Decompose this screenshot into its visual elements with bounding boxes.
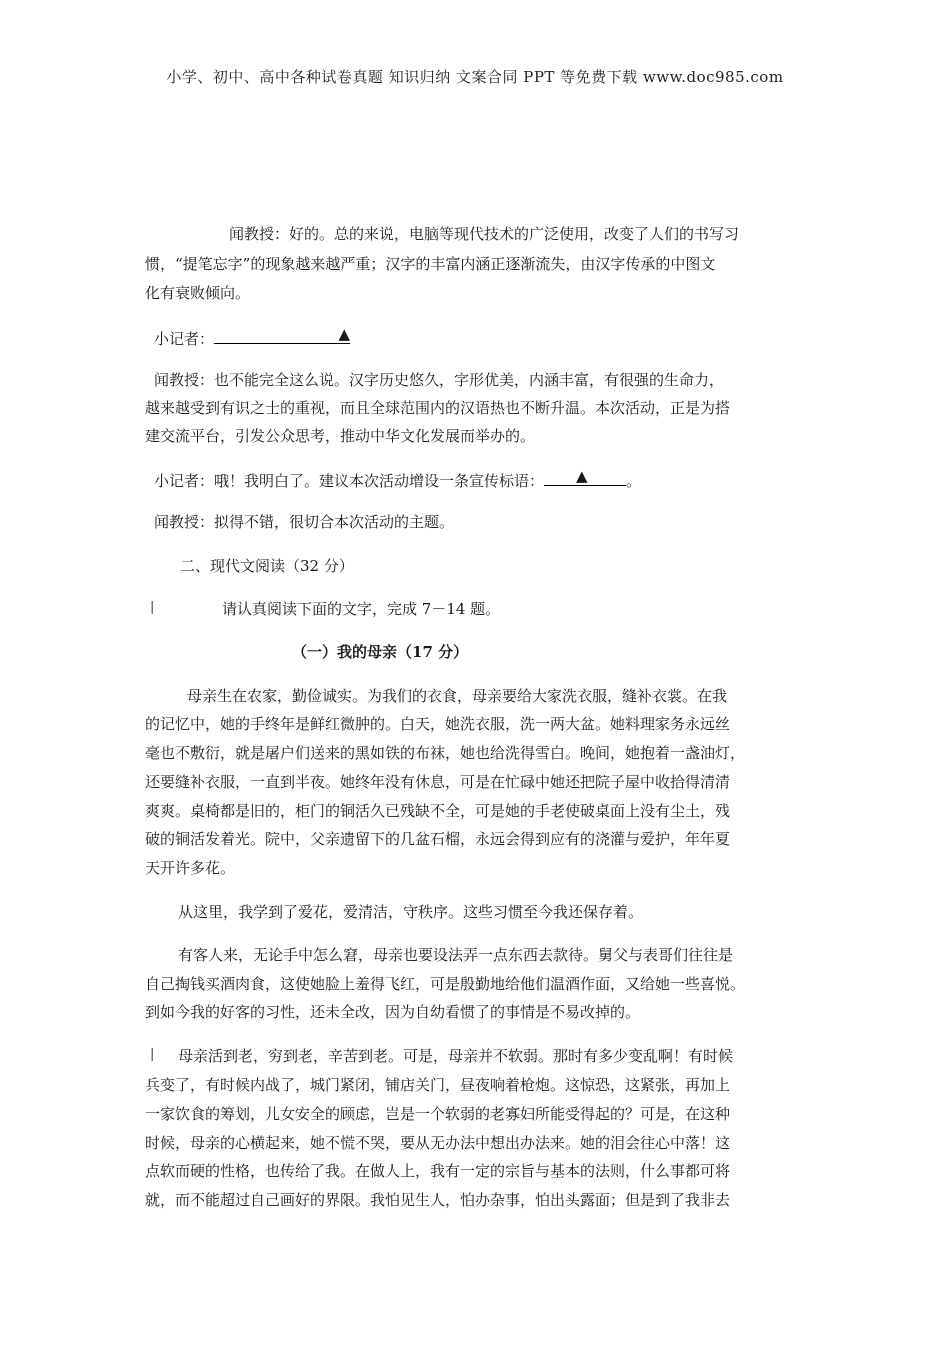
article-p3-line-2: 自己掏钱买酒肉食，这使她脸上羞得飞红，可是殷勤地给他们温酒作面，又给她一些喜悦。 <box>145 975 746 993</box>
triangle-icon: ▲ <box>576 467 588 485</box>
margin-mark: | <box>150 600 155 615</box>
article-p4-line-3: 一家饮食的筹划，儿女安全的顾虑，岂是一个软弱的老寡妇所能受得起的？可是，在这种 <box>145 1105 731 1123</box>
dialogue-p2-line-3: 建交流平台，引发公众思考，推动中华文化发展而举办的。 <box>145 427 536 445</box>
reporter-label: 小记者： <box>154 330 215 348</box>
article-p1-line-5: 爽爽。桌椅都是旧的，柜门的铜活久已残缺不全，可是她的手老使破桌面上没有尘土，残 <box>145 802 731 820</box>
reporter-suggestion: 小记者：哦！我明白了。建议本次活动增设一条宣传标语： <box>154 472 545 490</box>
article-p1-line-4: 还要缝补衣服，一直到半夜。她终年没有休息，可是在忙碌中她还把院子屋中收拾得清清 <box>145 773 731 791</box>
reporter-suffix: 。 <box>626 472 642 490</box>
section-heading: 二、现代文阅读（32 分） <box>180 557 354 575</box>
article-p4-line-5: 点软而硬的性格，也传给了我。在做人上，我有一定的宗旨与基本的法则，什么事都可将 <box>145 1162 731 1180</box>
triangle-icon: ▲ <box>338 325 351 343</box>
dialogue-p1-line-1: 闻教授：好的。总的来说，电脑等现代技术的广泛使用，改变了人们的书写习 <box>229 225 740 243</box>
dialogue-p3: 闻教授：拟得不错，很切合本次活动的主题。 <box>154 513 455 531</box>
article-p3-line-1: 有客人来，无论手中怎么窘，母亲也要设法弄一点东西去款待。舅父与表哥们往往是 <box>178 946 734 964</box>
margin-mark-2: | <box>150 1047 155 1062</box>
dialogue-p2-line-2: 越来越受到有识之士的重视，而且全球范围内的汉语热也不断升温。本次活动，正是为搭 <box>145 399 731 417</box>
article-p4-line-2: 兵变了，有时候内战了，城门紧闭，铺店关门，昼夜响着枪炮。这惊恐，这紧张，再加上 <box>145 1076 731 1094</box>
article-p3-line-3: 到如今我的好客的习性，还未全改，因为自幼看惯了的事情是不易改掉的。 <box>145 1003 641 1021</box>
reporter-line-2 <box>154 469 641 491</box>
article-p1-line-2: 的记忆中，她的手终年是鲜红微肿的。白天，她洗衣服，洗一两大盆。她料理家务永远丝 <box>145 715 731 733</box>
dialogue-p2-line-1: 闻教授：也不能完全这么说。汉字历史悠久，字形优美，内涵丰富，有很强的生命力， <box>154 371 725 389</box>
article-p4-line-6: 就，而不能超过自己画好的界限。我怕见生人，怕办杂事，怕出头露面；但是到了我非去 <box>145 1191 731 1209</box>
article-p1-line-1: 母亲生在农家，勤俭诚实。为我们的衣食，母亲要给大家洗衣服，缝补衣裳。在我 <box>187 687 728 705</box>
dialogue-p1-line-2: 惯，“提笔忘字”的现象越来越严重；汉字的丰富内涵正逐渐流失，由汉字传承的中图文 <box>145 255 716 273</box>
article-p1-line-3: 毫也不敷衍，就是屠户们送来的黑如铁的布袜，她也给洗得雪白。晚间，她抱着一盏油灯， <box>145 744 746 762</box>
article-p4-line-4: 时候，母亲的心横起来，她不慌不哭，要从无办法中想出办法来。她的泪会往心中落！这 <box>145 1134 731 1152</box>
dialogue-p1-line-3: 化有衰败倾向。 <box>145 284 251 302</box>
article-p1-line-7: 天开许多花。 <box>145 859 236 877</box>
instruction: 请认真阅读下面的文字，完成 7－14 题。 <box>222 600 501 618</box>
reporter-line-1 <box>154 327 350 349</box>
article-p2: 从这里，我学到了爱花，爱清洁，守秩序。这些习惯至今我还保存着。 <box>178 903 644 921</box>
article-p1-line-6: 破的铜活发着光。院中，父亲遗留下的几盆石榴，永远会得到应有的浇灌与爱护，年年夏 <box>145 830 731 848</box>
article-p4-line-1: 母亲活到老，穷到老，辛苦到老。可是，母亲并不软弱。那时有多少变乱啊！有时候 <box>178 1047 734 1065</box>
answer-blank-1[interactable] <box>214 327 350 344</box>
article-title: （一）我的母亲（17 分） <box>292 643 469 661</box>
page-header: 小学、初中、高中各种试卷真题 知识归纳 文案合同 PPT 等免费下载 www.doc985.com <box>166 68 784 86</box>
answer-blank-2[interactable] <box>544 469 626 486</box>
